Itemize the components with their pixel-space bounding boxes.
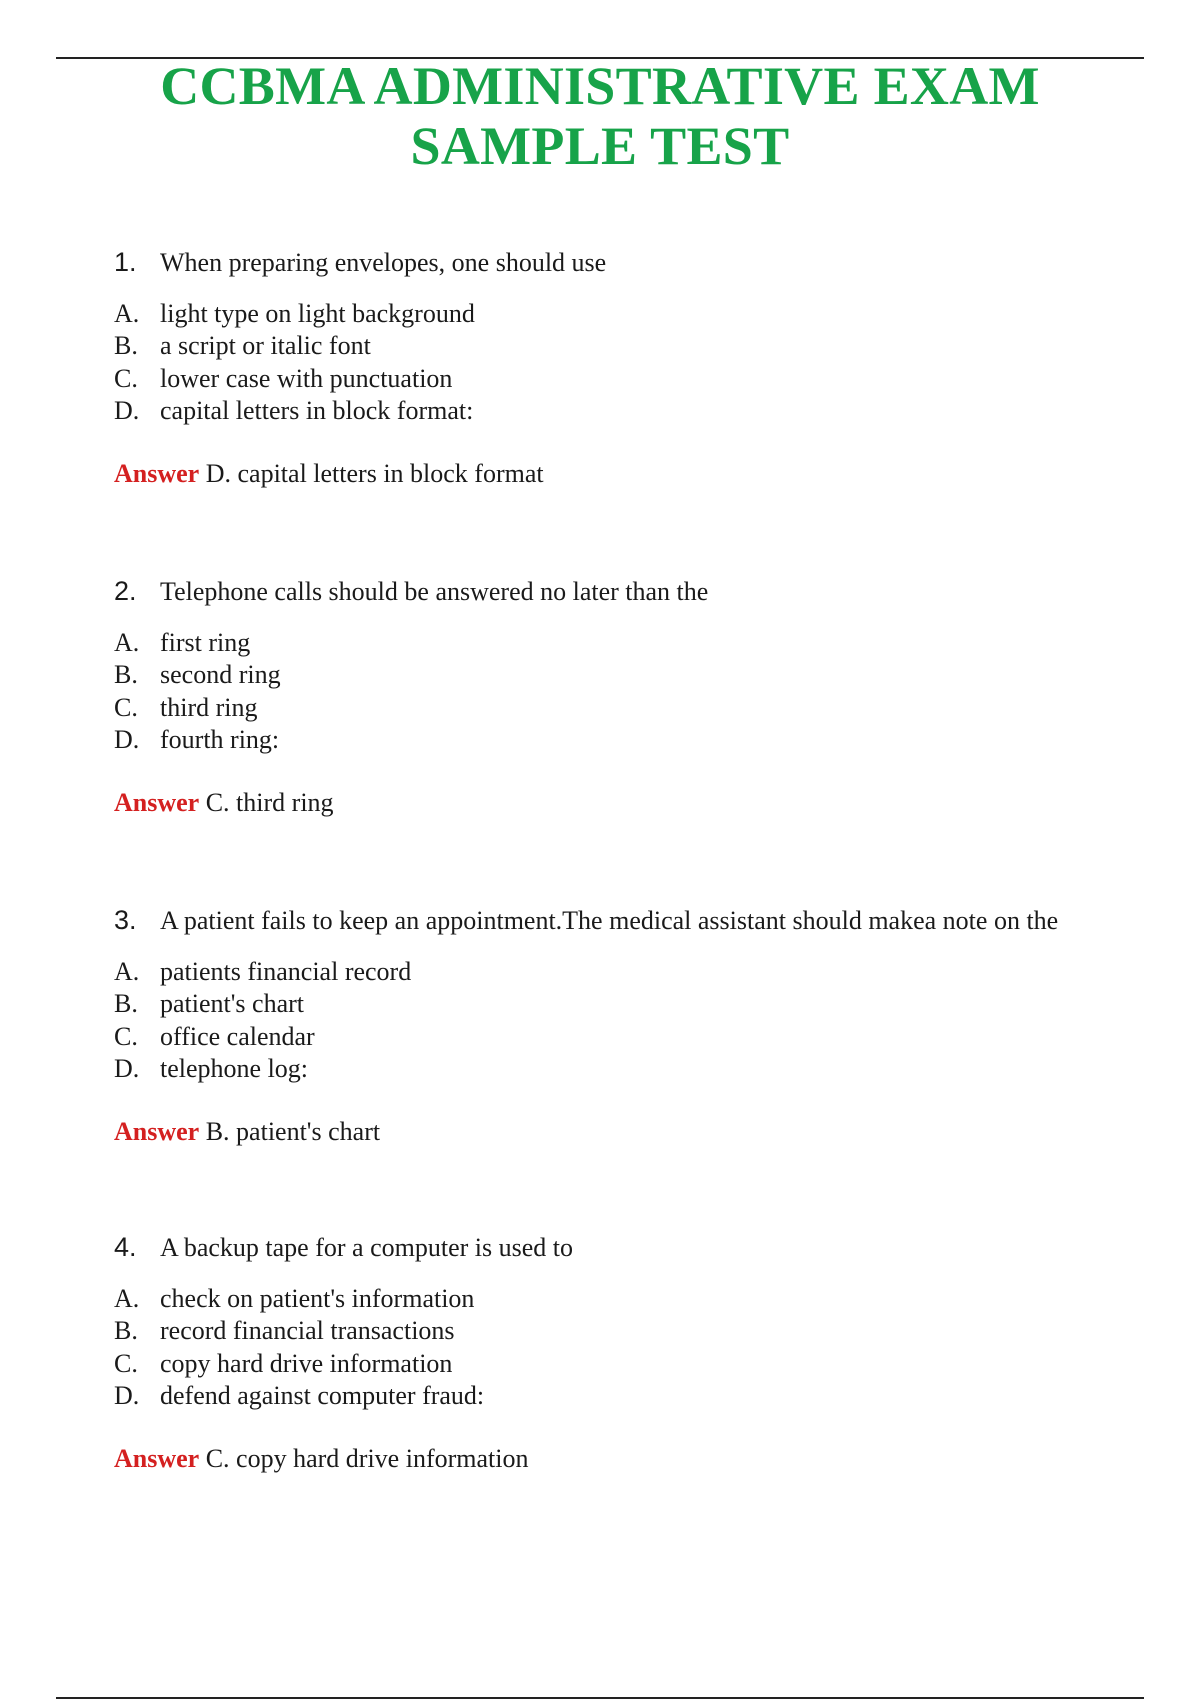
option-b xyxy=(114,1315,1174,1347)
option-text: patients financial record xyxy=(160,957,412,986)
option-letter: B. xyxy=(114,660,138,690)
option-text: fourth ring: xyxy=(160,725,280,755)
question-number: 4. xyxy=(114,1232,137,1262)
question-text: When preparing envelopes, one should use xyxy=(160,248,607,277)
option-letter: C. xyxy=(114,363,138,393)
option-text: capital letters in block format: xyxy=(160,396,474,426)
option-list xyxy=(114,298,1174,428)
option-d xyxy=(114,395,1174,427)
option-text: copy hard drive information xyxy=(160,1348,453,1378)
option-list xyxy=(114,1283,1174,1413)
answer-line xyxy=(114,787,1174,819)
answer-line xyxy=(114,458,1174,490)
question-stem xyxy=(114,234,1174,298)
option-a xyxy=(114,1283,1174,1315)
option-letter: D. xyxy=(114,396,140,426)
answer-text: C. copy hard drive information xyxy=(199,1443,529,1473)
option-text: light type on light background xyxy=(160,299,475,328)
option-d xyxy=(114,1380,1174,1412)
page-title xyxy=(0,56,1200,176)
option-b xyxy=(114,988,1174,1020)
option-b xyxy=(114,330,1174,362)
option-list xyxy=(114,956,1174,1086)
answer-text: C. third ring xyxy=(205,787,334,817)
question-stem xyxy=(114,563,1174,627)
option-letter: B. xyxy=(114,989,138,1019)
option-text: a script or italic font xyxy=(160,331,371,361)
option-text: patient's chart xyxy=(160,989,305,1019)
question-number: 1. xyxy=(114,247,137,277)
option-letter: D. xyxy=(114,725,140,755)
option-a xyxy=(114,627,1174,659)
option-letter: A. xyxy=(114,628,140,657)
answer-line xyxy=(114,1443,1174,1475)
option-text: first ring xyxy=(160,628,251,657)
answer-text: D. capital letters in block format xyxy=(205,458,544,488)
option-a xyxy=(114,956,1174,988)
option-letter: A. xyxy=(114,957,140,986)
option-text: lower case with punctuation xyxy=(160,363,453,393)
option-text: second ring xyxy=(160,660,281,690)
question-text: A patient fails to keep an appointment.The medical assistant should makea note on the xyxy=(160,906,1059,935)
option-letter: A. xyxy=(114,1284,140,1313)
title-line-2: SAMPLE TEST xyxy=(410,116,790,176)
option-d xyxy=(114,1053,1174,1085)
option-c xyxy=(114,692,1174,724)
question-list xyxy=(114,234,1174,1548)
bottom-rule xyxy=(56,1697,1144,1699)
option-text: office calendar xyxy=(160,1021,315,1051)
answer-label: Answer xyxy=(114,1443,200,1473)
answer-text: B. patient's chart xyxy=(205,1116,381,1146)
title-line-1: CCBMA ADMINISTRATIVE EXAM xyxy=(160,56,1040,116)
question-stem xyxy=(114,1219,1174,1283)
option-b xyxy=(114,659,1174,691)
answer-label: Answer xyxy=(114,787,200,817)
option-text: check on patient's information xyxy=(160,1284,475,1313)
option-c xyxy=(114,363,1174,395)
option-letter: D. xyxy=(114,1054,140,1084)
option-letter: D. xyxy=(114,1381,140,1411)
question-1 xyxy=(114,234,1174,563)
question-number: 3. xyxy=(114,905,137,935)
option-letter: A. xyxy=(114,299,140,328)
option-letter: C. xyxy=(114,692,138,722)
option-list xyxy=(114,627,1174,757)
option-letter: C. xyxy=(114,1348,138,1378)
option-c xyxy=(114,1021,1174,1053)
option-text: defend against computer fraud: xyxy=(160,1381,485,1411)
answer-line xyxy=(114,1116,1174,1148)
option-c xyxy=(114,1348,1174,1380)
option-a xyxy=(114,298,1174,330)
option-letter: B. xyxy=(114,1316,138,1346)
question-number: 2. xyxy=(114,576,137,606)
answer-label: Answer xyxy=(114,1116,200,1146)
option-letter: B. xyxy=(114,331,138,361)
option-text: third ring xyxy=(160,692,258,722)
question-2 xyxy=(114,563,1174,892)
question-4 xyxy=(114,1219,1174,1548)
question-text: A backup tape for a computer is used to xyxy=(160,1233,573,1262)
option-d xyxy=(114,724,1174,756)
question-text: Telephone calls should be answered no later than the xyxy=(160,577,709,606)
question-3 xyxy=(114,892,1174,1219)
answer-label: Answer xyxy=(114,458,200,488)
option-letter: C. xyxy=(114,1021,138,1051)
option-text: record financial transactions xyxy=(160,1316,455,1346)
question-stem xyxy=(114,892,1174,956)
option-text: telephone log: xyxy=(160,1054,309,1084)
